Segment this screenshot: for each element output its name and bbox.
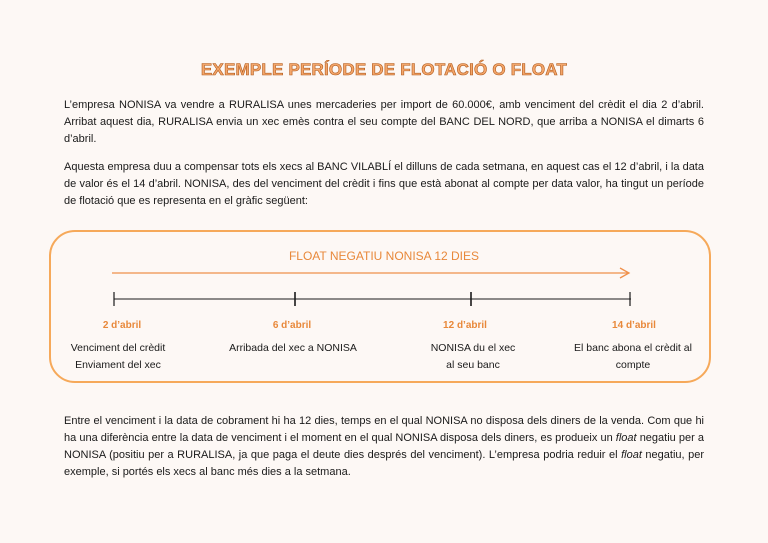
timeline-date-1: 2 d’abril [102, 320, 142, 331]
timeline [110, 290, 636, 310]
timeline-desc-2: Arribada del xec a NONISA [229, 342, 357, 354]
timeline-desc-4: El banc abona el crèdit al compte [574, 342, 692, 371]
timeline-desc-3: NONISA du el xec al seu banc [430, 342, 516, 371]
paragraph-intro: L’empresa NONISA va vendre a RURALISA unes mercaderies per import de 60.000€, amb venciment del crèdit el dia 2 d’abril. Arribat aquest dia, RURALISA envia un xec emès contra el seu compte del BANC DEL NORD, que arriba a NONISA el dimarts 6 d’abril. [64, 99, 704, 145]
paragraph-compensation: Aquesta empresa duu a compensar tots els xecs al BANC VILABLÍ el dilluns de cada setmana, en aquest cas el 12 d’abril, i la data de valor és el 14 d’abril. NONISA, des del venciment del crèdit i fins que està abonat al compte per data valor, ha tingut un període de flotació que es representa en el gràfic següent: [64, 161, 704, 207]
paragraph-conclusion: Entre el venciment i la data de cobrament hi ha 12 dies, temps en el qual NONISA no disposa dels diners de la venda. Com que hi ha una diferència entre la data de venciment i el moment en el qual NONISA disposa dels diners, es produeix un float negatiu per a NONISA (positiu per a RURALISA, ja que paga el deute dies després del venciment). L’empresa podria reduir el float negatiu, per exemple, si portés els xecs al banc més dies a la setmana. [64, 415, 705, 478]
timeline-date-3: 12 d’abril [443, 320, 487, 331]
timeline-date-2: 6 d’abril [272, 320, 312, 331]
float-diagram-title: FLOAT NEGATIU NONISA 12 DIES [288, 249, 480, 263]
float-arrow [112, 266, 634, 280]
page-title: EXEMPLE PERÍODE DE FLOTACIÓ O FLOAT [200, 60, 568, 79]
timeline-date-4: 14 d’abril [612, 320, 656, 331]
timeline-desc-1: Venciment del crèdit Enviament del xec [70, 342, 166, 371]
